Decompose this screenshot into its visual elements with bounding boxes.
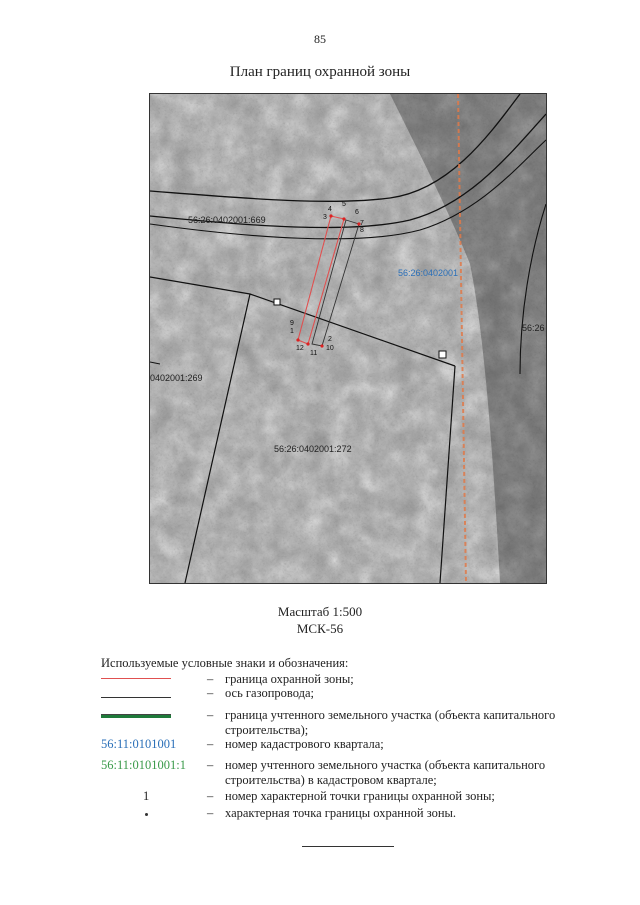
map-frame[interactable] xyxy=(149,93,547,584)
legend-title: Используемые условные знаки и обозначения: xyxy=(101,656,349,670)
parcel-label: 56:26:0402001:272 xyxy=(274,444,352,454)
legend-dash: – xyxy=(207,737,214,751)
legend-desc: граница охранной зоны; xyxy=(225,672,354,686)
boundary-marker xyxy=(274,299,280,305)
characteristic-point xyxy=(320,344,323,347)
point-label: 2 xyxy=(328,336,332,343)
coordinate-system: МСК-56 xyxy=(296,621,344,636)
characteristic-point xyxy=(296,338,299,341)
legend-desc: ось газопровода; xyxy=(225,686,315,700)
legend-dash: – xyxy=(207,708,214,722)
parcel-label: 56:26 xyxy=(522,323,545,333)
legend-dash: – xyxy=(207,806,214,820)
legend-dash: – xyxy=(207,672,214,686)
plan-title: План границ охранной зоны xyxy=(229,64,411,80)
point-label: 11 xyxy=(310,350,318,357)
point-label: 9 xyxy=(290,320,294,327)
legend-symbol-black-line xyxy=(101,697,171,698)
legend-desc: номер учтенного земельного участка (объекта капитального строительства) в кадастровом квартале; xyxy=(225,758,546,787)
characteristic-point xyxy=(329,214,332,217)
legend-symbol-red-line xyxy=(101,678,171,679)
parcel-label: 0402001:269 xyxy=(150,373,203,383)
legend-symbol-parcel: 56:11:0101001:1 xyxy=(101,758,186,772)
point-label: 10 xyxy=(326,345,334,352)
point-label: 4 xyxy=(328,206,332,213)
legend-symbol-quarter: 56:11:0101001 xyxy=(101,737,177,751)
point-label: 7 xyxy=(360,220,364,227)
legend-desc: номер кадастрового квартала; xyxy=(225,737,384,751)
legend-desc: граница учтенного земельного участка (объекта капитального строительства); xyxy=(225,708,556,737)
legend-dash: – xyxy=(207,789,214,803)
scale-ratio: Масштаб 1:500 xyxy=(277,604,363,619)
map-svg xyxy=(150,94,546,583)
point-label: 12 xyxy=(296,345,304,352)
legend-item-parcel-number xyxy=(101,758,581,790)
legend-symbol-point-number: 1 xyxy=(143,789,150,803)
legend-item-quarter-number xyxy=(101,737,581,753)
legend-item-pipeline-axis xyxy=(101,686,581,702)
characteristic-point xyxy=(342,217,345,220)
legend-dash: – xyxy=(207,686,214,700)
point-label: 1 xyxy=(290,328,294,335)
point-label: 5 xyxy=(342,201,346,208)
legend-dash: – xyxy=(207,758,214,772)
legend-symbol-point-dot xyxy=(145,813,148,816)
legend-item-point-number xyxy=(101,789,581,805)
legend-symbol-green-line xyxy=(101,715,171,718)
page-number: 85 xyxy=(314,32,326,46)
legend-item-point xyxy=(101,806,581,822)
parcel-label: 56:26:0402001:669 xyxy=(188,215,266,225)
characteristic-point xyxy=(306,342,309,345)
legend-desc: номер характерной точки границы охранной зоны; xyxy=(225,789,495,803)
quarter-label: 56:26:0402001 xyxy=(398,268,459,278)
point-label: 6 xyxy=(355,209,359,216)
legend-item-parcel-border xyxy=(101,708,581,740)
bottom-rule xyxy=(302,846,394,847)
legend-desc: характерная точка границы охранной зоны. xyxy=(225,806,457,820)
point-label: 8 xyxy=(360,227,364,234)
point-label: 3 xyxy=(323,214,327,221)
boundary-marker xyxy=(439,351,446,358)
